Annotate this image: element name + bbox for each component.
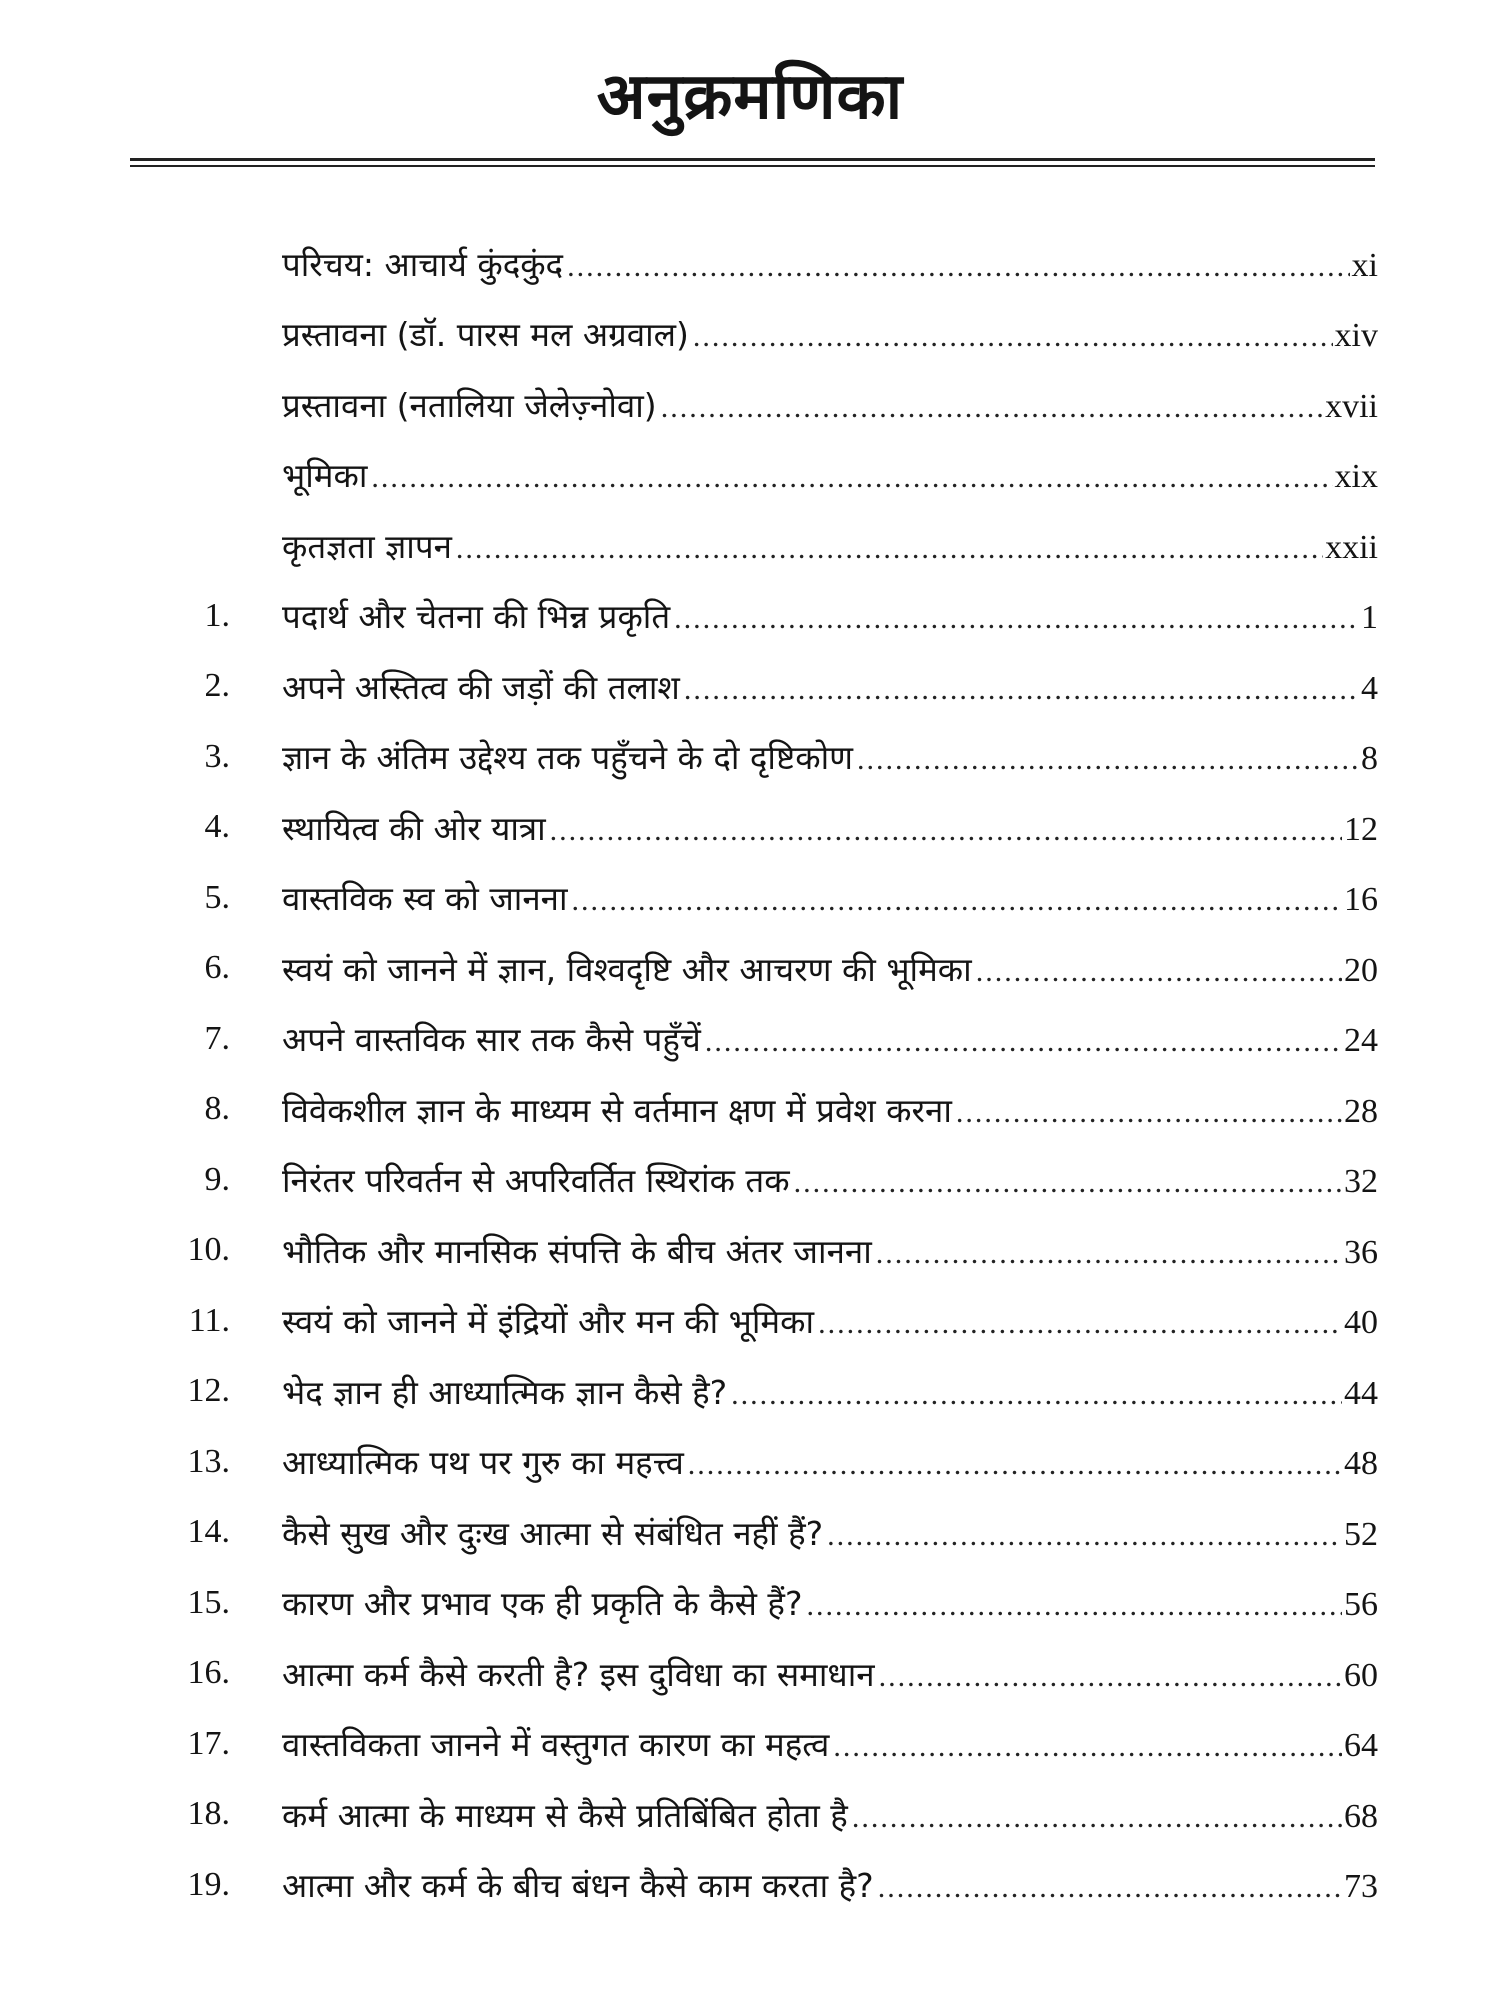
toc-entry-number: 13.: [187, 1442, 230, 1480]
toc-entry-page: 48: [1344, 1445, 1378, 1483]
toc-entry-chapter-15[interactable]: [0, 1568, 1500, 1639]
toc-entry-title: भौतिक और मानसिक संपत्ति के बीच अंतर जानना: [282, 1231, 872, 1271]
toc-entry-page: xix: [1334, 458, 1378, 496]
toc-entry-page: 60: [1344, 1656, 1378, 1694]
toc-leader-dots: [693, 320, 1333, 354]
toc-entry-page: 36: [1344, 1233, 1378, 1271]
toc-entry-page: 73: [1344, 1868, 1378, 1906]
toc-entry-number: 4.: [204, 808, 230, 846]
toc-entry-chapter-8[interactable]: [0, 1074, 1500, 1145]
toc-entry-page: 44: [1344, 1374, 1378, 1412]
toc-entry-number: 1.: [204, 596, 230, 634]
toc-entry-number: 3.: [204, 737, 230, 775]
toc-entry-title: अपने अस्तित्व की जड़ों की तलाश: [282, 667, 680, 707]
toc-entry-chapter-12[interactable]: [0, 1356, 1500, 1427]
toc-entry-title: प्रस्तावना (नतालिया जेलेज़्नोवा): [282, 385, 657, 425]
toc-leader-dots: [661, 391, 1323, 425]
toc-entry-page: xiv: [1334, 317, 1378, 355]
toc-entry-number: 16.: [187, 1654, 230, 1692]
toc-entry-parichay[interactable]: [0, 228, 1500, 299]
toc-entry-chapter-16[interactable]: [0, 1638, 1500, 1709]
toc-entry-title: परिचय: आचार्य कुंदकुंद: [282, 244, 564, 284]
toc-leader-dots: [371, 461, 1332, 495]
toc-entry-chapter-4[interactable]: [0, 792, 1500, 863]
toc-entry-page: xxii: [1325, 528, 1378, 566]
title-double-rule: [130, 158, 1375, 167]
toc-entry-title: कारण और प्रभाव एक ही प्रकृति के कैसे हैं?: [282, 1584, 803, 1624]
toc-leader-dots: [572, 884, 1342, 918]
toc-leader-dots: [674, 602, 1359, 636]
toc-leader-dots: [827, 1519, 1342, 1553]
toc-entry-page: 8: [1361, 740, 1378, 778]
toc-entry-page: 64: [1344, 1727, 1378, 1765]
toc-entry-number: 7.: [204, 1019, 230, 1057]
toc-entry-kritagyata[interactable]: [0, 510, 1500, 581]
toc-entry-page: 12: [1344, 810, 1378, 848]
toc-entry-number: 12.: [187, 1372, 230, 1410]
toc-entry-title: स्वयं को जानने में इंद्रियों और मन की भूमिका: [282, 1302, 815, 1342]
toc-entry-chapter-5[interactable]: [0, 863, 1500, 934]
toc-entry-page: xi: [1351, 246, 1378, 284]
toc-leader-dots: [852, 1801, 1342, 1835]
toc-leader-dots: [550, 814, 1342, 848]
toc-entry-chapter-3[interactable]: [0, 722, 1500, 793]
toc-leader-dots: [705, 1025, 1342, 1059]
toc-entry-title: आत्मा कर्म कैसे करती है? इस दुविधा का समाधान: [282, 1654, 875, 1694]
toc-entry-title: कैसे सुख और दुःख आत्मा से संबंधित नहीं हैं?: [282, 1513, 824, 1553]
toc-entry-page: 16: [1344, 881, 1378, 919]
toc-entry-number: 2.: [204, 667, 230, 705]
toc-entry-page: 20: [1344, 951, 1378, 989]
toc-entry-number: 17.: [187, 1724, 230, 1762]
toc-entry-number: 18.: [187, 1795, 230, 1833]
toc-entry-title: पदार्थ और चेतना की भिन्न प्रकृति: [282, 597, 671, 637]
toc-entry-prastavana-agrawal[interactable]: [0, 299, 1500, 370]
toc-entry-title: आत्मा और कर्म के बीच बंधन कैसे काम करता है?: [282, 1866, 874, 1906]
toc-entry-page: 40: [1344, 1304, 1378, 1342]
toc-entry-chapter-6[interactable]: [0, 933, 1500, 1004]
toc-leader-dots: [567, 250, 1349, 284]
toc-leader-dots: [976, 955, 1342, 989]
toc-entry-number: 6.: [204, 949, 230, 987]
toc-entry-bhumika[interactable]: [0, 440, 1500, 511]
toc-entry-title: निरंतर परिवर्तन से अपरिवर्तित स्थिरांक तक: [282, 1161, 790, 1201]
toc-entry-title: कर्म आत्मा के माध्यम से कैसे प्रतिबिंबित होता है: [282, 1795, 848, 1835]
toc-leader-dots: [731, 1378, 1342, 1412]
toc-entry-title: आध्यात्मिक पथ पर गुरु का महत्त्व: [282, 1443, 684, 1483]
toc-entry-chapter-9[interactable]: [0, 1145, 1500, 1216]
toc-entry-title: स्वयं को जानने में ज्ञान, विश्वदृष्टि और आचरण की भूमिका: [282, 949, 972, 989]
toc-leader-dots: [833, 1730, 1342, 1764]
toc-entry-page: xvii: [1325, 387, 1378, 425]
toc-entry-prastavana-zheleznova[interactable]: [0, 369, 1500, 440]
toc-entry-title: विवेकशील ज्ञान के माध्यम से वर्तमान क्षण में प्रवेश करना: [282, 1090, 952, 1130]
toc-entry-chapter-17[interactable]: [0, 1709, 1500, 1780]
toc-leader-dots: [818, 1307, 1342, 1341]
toc-entry-title: वास्तविकता जानने में वस्तुगत कारण का महत्व: [282, 1725, 830, 1765]
toc-entry-title: भूमिका: [282, 456, 368, 496]
toc-entry-chapter-11[interactable]: [0, 1286, 1500, 1357]
toc-entry-chapter-18[interactable]: [0, 1779, 1500, 1850]
toc-leader-dots: [876, 1237, 1342, 1271]
toc-entry-chapter-7[interactable]: [0, 1004, 1500, 1075]
toc-entry-title: वास्तविक स्व को जानना: [282, 879, 568, 919]
toc-leader-dots: [684, 673, 1359, 707]
toc-entry-chapter-1[interactable]: [0, 581, 1500, 652]
toc-leader-dots: [879, 1660, 1342, 1694]
toc-entry-page: 1: [1361, 599, 1378, 637]
toc-leader-dots: [806, 1589, 1342, 1623]
toc-entry-number: 15.: [187, 1583, 230, 1621]
toc-entry-page: 24: [1344, 1022, 1378, 1060]
table-of-contents: [0, 228, 1500, 1920]
toc-entry-title: अपने वास्तविक सार तक कैसे पहुँचें: [282, 1020, 701, 1060]
toc-entry-chapter-14[interactable]: [0, 1497, 1500, 1568]
toc-entry-number: 10.: [187, 1231, 230, 1269]
toc-entry-title: कृतज्ञता ज्ञापन: [282, 526, 452, 566]
toc-entry-page: 56: [1344, 1586, 1378, 1624]
toc-entry-chapter-13[interactable]: [0, 1427, 1500, 1498]
toc-entry-page: 52: [1344, 1515, 1378, 1553]
toc-entry-chapter-10[interactable]: [0, 1215, 1500, 1286]
toc-leader-dots: [456, 532, 1323, 566]
toc-entry-title: ज्ञान के अंतिम उद्देश्य तक पहुँचने के दो दृष्टिकोण: [282, 738, 853, 778]
toc-entry-chapter-2[interactable]: [0, 651, 1500, 722]
toc-entry-page: 68: [1344, 1797, 1378, 1835]
toc-leader-dots: [956, 1096, 1342, 1130]
toc-leader-dots: [794, 1166, 1342, 1200]
toc-entry-title: भेद ज्ञान ही आध्यात्मिक ज्ञान कैसे है?: [282, 1372, 728, 1412]
toc-leader-dots: [857, 743, 1359, 777]
toc-entry-title: प्रस्तावना (डॉ. पारस मल अग्रवाल): [282, 315, 689, 355]
toc-entry-number: 8.: [204, 1090, 230, 1128]
toc-entry-number: 11.: [188, 1301, 230, 1339]
toc-entry-chapter-19[interactable]: [0, 1850, 1500, 1921]
toc-entry-number: 14.: [187, 1513, 230, 1551]
toc-leader-dots: [688, 1448, 1342, 1482]
toc-entry-page: 28: [1344, 1092, 1378, 1130]
toc-entry-number: 9.: [204, 1160, 230, 1198]
page-title: अनुक्रमणिका: [596, 60, 904, 134]
toc-entry-number: 19.: [187, 1865, 230, 1903]
toc-entry-number: 5.: [204, 878, 230, 916]
toc-leader-dots: [878, 1871, 1342, 1905]
toc-entry-title: स्थायित्व की ओर यात्रा: [282, 808, 546, 848]
toc-entry-page: 4: [1361, 669, 1378, 707]
toc-entry-page: 32: [1344, 1163, 1378, 1201]
